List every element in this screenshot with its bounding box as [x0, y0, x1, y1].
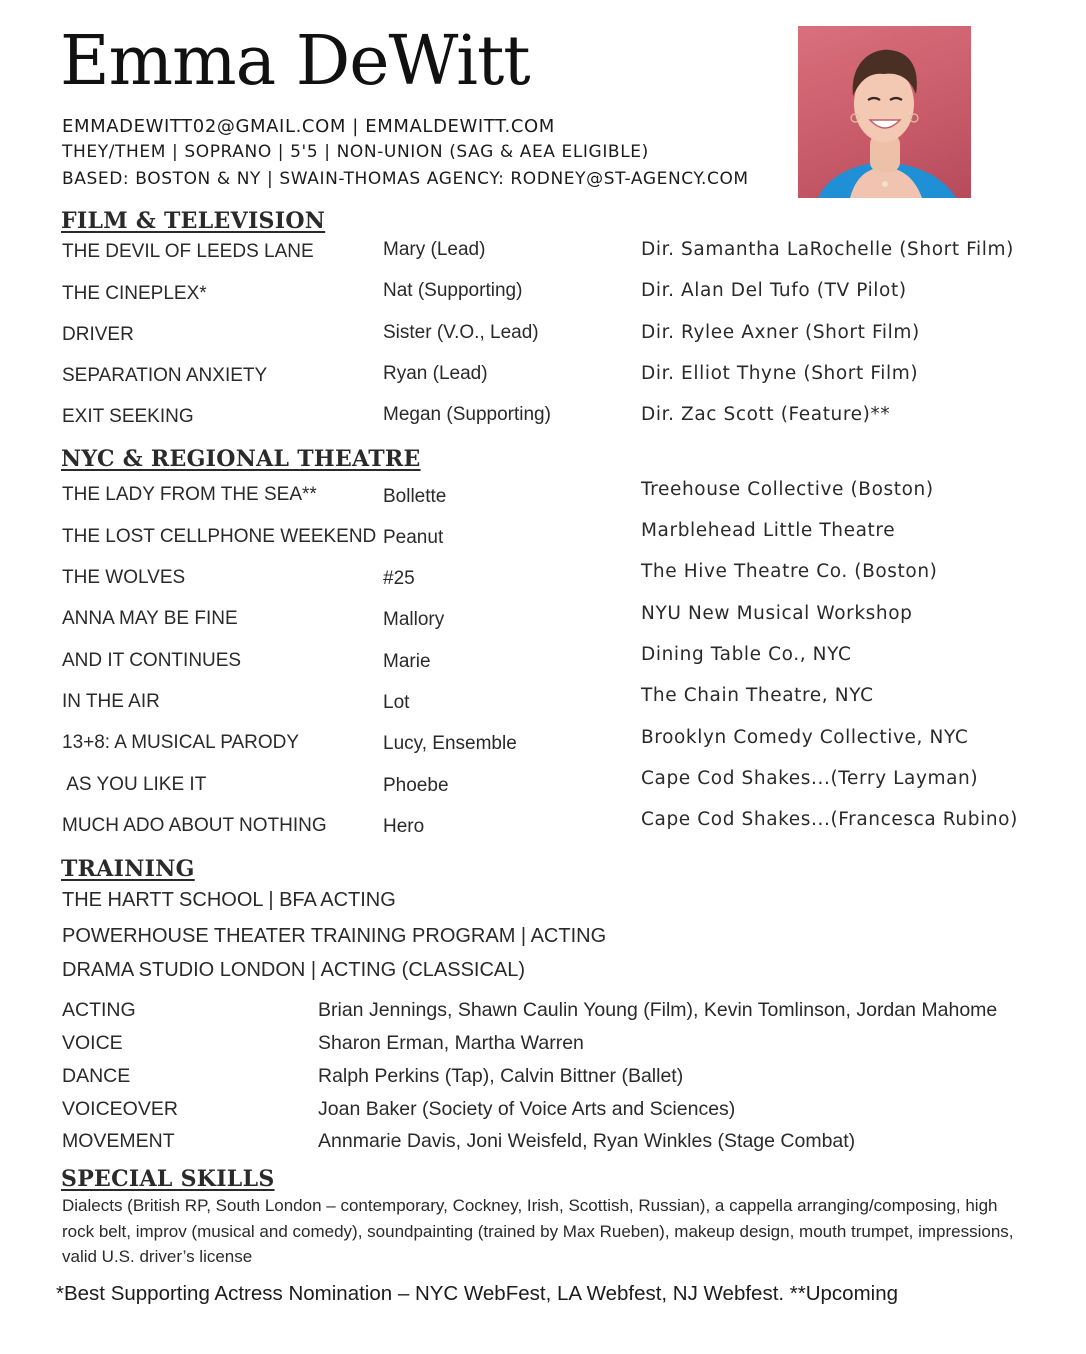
training-school: DRAMA STUDIO LONDON | ACTING (CLASSICAL)	[62, 959, 526, 981]
theatre-title: AS YOU LIKE IT	[62, 774, 207, 795]
teacher-category: VOICE	[62, 1032, 123, 1054]
resume-name: Emma DeWitt	[60, 22, 530, 101]
film-credit: Dir. Zac Scott (Feature)**	[641, 404, 891, 425]
teacher-names: Sharon Erman, Martha Warren	[318, 1032, 584, 1054]
film-title: DRIVER	[62, 324, 134, 345]
theatre-company: The Chain Theatre, NYC	[641, 685, 874, 706]
film-credit: Dir. Alan Del Tufo (TV Pilot)	[641, 280, 907, 301]
training-heading: TRAINING	[61, 856, 195, 882]
contact-location-agency: BASED: BOSTON & NY | SWAIN-THOMAS AGENCY: RODNEY@ST-AGENCY.COM	[62, 169, 749, 189]
theatre-company: Marblehead Little Theatre	[641, 520, 896, 541]
film-role: Megan (Supporting)	[383, 404, 551, 425]
theatre-company: Dining Table Co., NYC	[641, 644, 852, 665]
theatre-company: Cape Cod Shakes...(Francesca Rubino)	[641, 809, 1018, 830]
theatre-company: Brooklyn Comedy Collective, NYC	[641, 727, 969, 748]
teacher-names: Ralph Perkins (Tap), Calvin Bittner (Ballet)	[318, 1065, 684, 1087]
theatre-title: THE LOST CELLPHONE WEEKEND	[62, 526, 377, 547]
film-title: EXIT SEEKING	[62, 406, 194, 427]
theatre-role: Lot	[383, 692, 410, 713]
teacher-category: MOVEMENT	[62, 1130, 175, 1152]
contact-personal-details: THEY/THEM | SOPRANO | 5'5 | NON-UNION (SAG & AEA ELIGIBLE)	[62, 142, 649, 162]
training-school: POWERHOUSE THEATER TRAINING PROGRAM | ACTING	[62, 925, 607, 947]
theatre-role: Peanut	[383, 527, 444, 548]
theatre-role: Bollette	[383, 486, 447, 507]
footnote: *Best Supporting Actress Nomination – NYC WebFest, LA Webfest, NJ Webfest. **Upcoming	[56, 1282, 899, 1305]
theatre-title: IN THE AIR	[62, 691, 160, 712]
theatre-title: AND IT CONTINUES	[62, 650, 242, 671]
theatre-heading: NYC & REGIONAL THEATRE	[61, 446, 421, 472]
teacher-names: Joan Baker (Society of Voice Arts and Sciences)	[318, 1098, 736, 1120]
theatre-role: Phoebe	[383, 775, 449, 796]
film-role: Nat (Supporting)	[383, 280, 523, 301]
theatre-company: Treehouse Collective (Boston)	[641, 479, 934, 500]
theatre-title: THE WOLVES	[62, 567, 186, 588]
teacher-category: DANCE	[62, 1065, 131, 1087]
contact-email-website: EMMADEWITT02@GMAIL.COM | EMMALDEWITT.COM	[62, 116, 555, 137]
theatre-title: 13+8: A MUSICAL PARODY	[62, 732, 300, 753]
film-title: THE DEVIL OF LEEDS LANE	[62, 241, 314, 262]
skills-text: Dialects (British RP, South London – contemporary, Cockney, Irish, Scottish, Russian), a cappella arranging/composing, high rock belt, improv (musical and comedy), soundpainting (trained by Max Rueben), makeup design, mouth trumpet, impressions, valid U.S. driver’s license	[62, 1196, 1014, 1266]
theatre-role: Marie	[383, 651, 431, 672]
theatre-role: Mallory	[383, 609, 445, 630]
headshot-illustration	[798, 26, 971, 198]
film-role: Sister (V.O., Lead)	[383, 322, 539, 343]
film-title: SEPARATION ANXIETY	[62, 365, 268, 386]
film-role: Mary (Lead)	[383, 239, 486, 260]
theatre-title: MUCH ADO ABOUT NOTHING	[62, 815, 327, 836]
teacher-category: ACTING	[62, 999, 136, 1021]
teacher-names: Annmarie Davis, Joni Weisfeld, Ryan Winkles (Stage Combat)	[318, 1130, 856, 1152]
training-school: THE HARTT SCHOOL | BFA ACTING	[62, 889, 396, 911]
film-title: THE CINEPLEX*	[62, 283, 207, 304]
theatre-role: Lucy, Ensemble	[383, 733, 517, 754]
theatre-title: ANNA MAY BE FINE	[62, 608, 238, 629]
theatre-company: The Hive Theatre Co. (Boston)	[641, 561, 938, 582]
teacher-category: VOICEOVER	[62, 1098, 178, 1120]
skills-heading: SPECIAL SKILLS	[61, 1166, 275, 1192]
headshot-photo	[798, 26, 971, 198]
theatre-company: NYU New Musical Workshop	[641, 603, 913, 624]
theatre-role: #25	[383, 568, 415, 589]
theatre-company: Cape Cod Shakes...(Terry Layman)	[641, 768, 979, 789]
film-role: Ryan (Lead)	[383, 363, 488, 384]
film-credit: Dir. Elliot Thyne (Short Film)	[641, 363, 919, 384]
teacher-names: Brian Jennings, Shawn Caulin Young (Film), Kevin Tomlinson, Jordan Mahome	[318, 999, 998, 1021]
film-heading: FILM & TELEVISION	[61, 208, 326, 234]
film-credit: Dir. Samantha LaRochelle (Short Film)	[641, 239, 1014, 260]
film-credit: Dir. Rylee Axner (Short Film)	[641, 322, 920, 343]
theatre-title: THE LADY FROM THE SEA**	[62, 484, 317, 505]
theatre-role: Hero	[383, 816, 425, 837]
